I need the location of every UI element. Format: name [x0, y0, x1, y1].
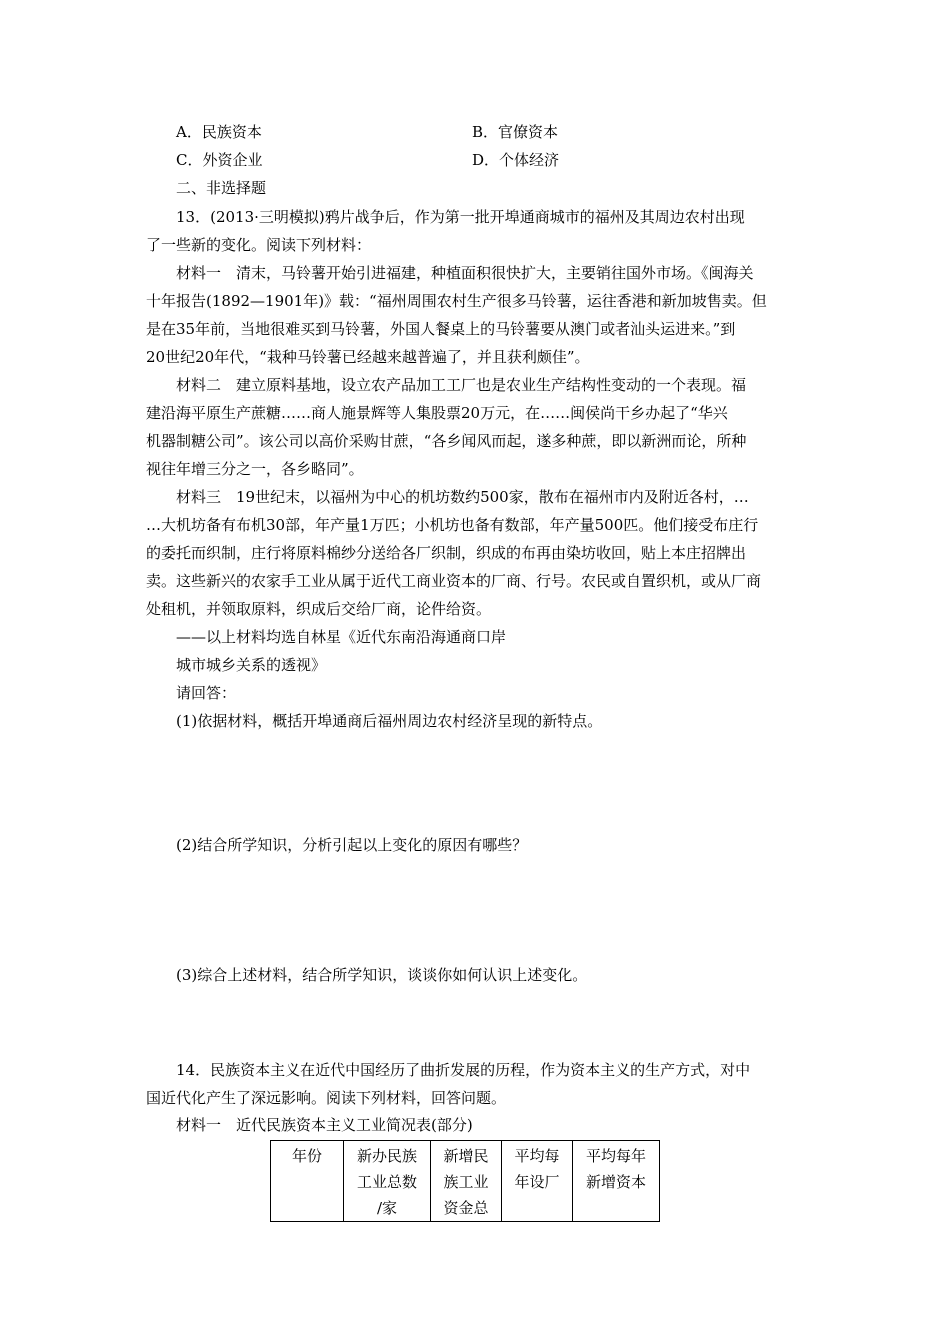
material1-line: 20世纪20年代，“栽种马铃薯已经越来越普遍了，并且获利颇佳”。: [146, 348, 590, 366]
material2-line: 视往年增三分之一，各乡略同”。: [146, 460, 364, 478]
header-text-line: 新增资本: [585, 1173, 646, 1191]
material3-line: 的委托而织制，庄行将原料棉纱分送给各厂织制，织成的布再由染坊收回，贴上本庄招牌出: [146, 544, 747, 562]
sub-question-2: (2)结合所学知识，分析引起以上变化的原因有哪些？: [176, 836, 528, 854]
q14-stem-line1: 14．民族资本主义在近代中国经历了曲折发展的历程，作为资本主义的生产方式，对中: [176, 1061, 751, 1079]
material2-line: 材料二 建立原料基地，设立农产品加工工厂也是农业生产结构性变动的一个表现。福: [176, 376, 747, 394]
header-text-line: /家: [376, 1199, 398, 1217]
material3-line: 处租机，并领取原料，织成后交给厂商，论件给资。: [146, 600, 492, 618]
answer-prompt: 请回答：: [176, 684, 237, 702]
source-line1: ——以上材料均选自林星《近代东南沿海通商口岸: [176, 628, 507, 646]
source-line2: 城市城乡关系的透视》: [176, 656, 327, 674]
header-text-line: 新增民: [443, 1147, 489, 1165]
material2-line: 机器制糖公司”。该公司以高价采购甘蔗，“各乡闻风而起，遂多种蔗，即以新洲而论，所种: [146, 432, 747, 450]
choice-a[interactable]: A．民族资本: [176, 123, 262, 141]
q14-stem-line2: 国近代化产生了深远影响。阅读下列材料，回答问题。: [146, 1089, 507, 1107]
material1-line: 十年报告(1892—1901年)》载：“福州周围农村生产很多马铃薯，运往香港和新加坡售卖。但: [146, 292, 767, 310]
table-header-cell: [502, 1141, 573, 1222]
choice-d[interactable]: D．个体经济: [472, 151, 560, 169]
header-text-line: 新办民族: [356, 1147, 417, 1165]
header-text-line: 平均每: [514, 1147, 560, 1165]
table-header-cell: [271, 1141, 344, 1222]
material3-line: 卖。这些新兴的农家手工业从属于近代工商业资本的厂商、行号。农民或自置织机，或从厂商: [146, 572, 762, 590]
header-text-line: 年设厂: [514, 1173, 560, 1191]
choice-c[interactable]: C．外资企业: [176, 151, 263, 169]
material1-line: 是在35年前，当地很难买到马铃薯，外国人餐桌上的马铃薯要从澳门或者汕头运进来。”到: [146, 320, 736, 338]
industry-table: [270, 1140, 660, 1222]
header-text-line: 工业总数: [356, 1173, 417, 1191]
choice-b[interactable]: B．官僚资本: [472, 123, 559, 141]
table-header-row: [271, 1141, 660, 1222]
q13-stem-line1: 13．(2013·三明模拟)鸦片战争后，作为第一批开埠通商城市的福州及其周边农村出现: [176, 208, 745, 226]
table-header-cell: [431, 1141, 502, 1222]
sub-question-3: (3)综合上述材料，结合所学知识，谈谈你如何认识上述变化。: [176, 966, 588, 984]
q13-stem-line2: 了一些新的变化。阅读下列材料：: [146, 236, 372, 254]
header-text-line: 年份: [291, 1147, 322, 1165]
section-heading: 二、非选择题: [176, 179, 267, 197]
header-text-line: 平均每年: [585, 1147, 646, 1165]
material1-line: 材料一 清末，马铃薯开始引进福建，种植面积很快扩大，主要销往国外市场。《闽海关: [176, 264, 754, 282]
q14-material1-title: 材料一 近代民族资本主义工业简况表(部分): [176, 1116, 473, 1134]
header-text-line: 族工业: [443, 1173, 489, 1191]
material3-line: 材料三 19世纪末，以福州为中心的机坊数约500家，散布在福州市内及附近各村，…: [176, 488, 749, 506]
sub-question-1: (1)依据材料，概括开埠通商后福州周边农村经济呈现的新特点。: [176, 712, 603, 730]
table-header-cell: [573, 1141, 660, 1222]
material2-line: 建沿海平原生产蔗糖……商人施景辉等人集股票20万元，在……闽侯尚干乡办起了“华兴: [146, 404, 728, 422]
table-header-cell: [344, 1141, 431, 1222]
material3-line: …大机坊备有布机30部，年产量1万匹；小机坊也备有数部，年产量500匹。他们接受布庄行: [146, 516, 759, 534]
header-text-line: 资金总: [443, 1199, 489, 1217]
